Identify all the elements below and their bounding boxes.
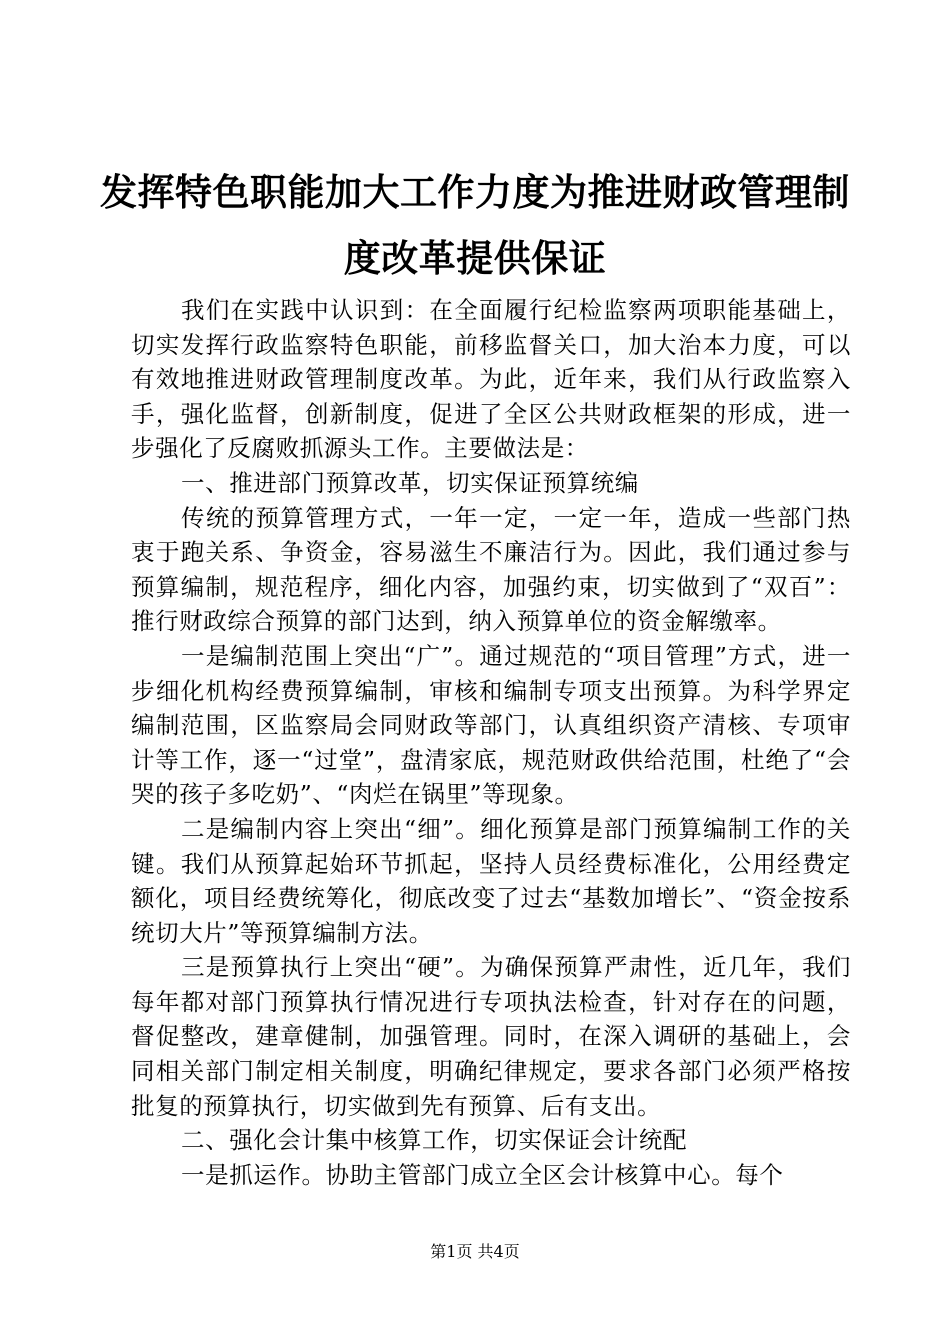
document-body bbox=[131, 293, 851, 1192]
paragraph: 一是抓运作。协助主管部门成立全区会计核算中心。每个 bbox=[181, 1160, 784, 1189]
paragraph: 一是编制范围上突出“广”。通过规范的“项目管理”方式，进一步细化机构经费预算编制，审核和编制专项支出预算。为科学界定编制范围，区监察局会同财政等部门，认真组织资产清核、专项审计等工作，逐一“过堂”，盘清家底，规范财政供给范围，杜绝了“会哭的孩子多吃奶”、“肉烂在锅里”等现象。 bbox=[131, 641, 851, 809]
paragraph: 传统的预算管理方式，一年一定，一定一年，造成一些部门热衷于跑关系、争资金，容易滋生不廉洁行为。因此，我们通过参与预算编制，规范程序，细化内容，加强约束，切实做到了“双百”：推行财政综合预算的部门达到，纳入预算单位的资金解缴率。 bbox=[131, 503, 851, 636]
paragraph: 二是编制内容上突出“细”。细化预算是部门预算编制工作的关键。我们从预算起始环节抓起，坚持人员经费标准化，公用经费定额化，项目经费统筹化，彻底改变了过去“基数加增长”、“资金按系统切大片”等预算编制方法。 bbox=[131, 814, 851, 947]
section-heading-2: 二、强化会计集中核算工作，切实保证会计统配 bbox=[181, 1126, 688, 1155]
paragraph-intro: 我们在实践中认识到：在全面履行纪检监察两项职能基础上，切实发挥行政监察特色职能，前移监督关口，加大治本力度，可以有效地推进财政管理制度改革。为此，近年来，我们从行政监察入手，强化监督，创新制度，促进了全区公共财政框架的形成，进一步强化了反腐败抓源头工作。主要做法是： bbox=[131, 296, 851, 463]
paragraph: 三是预算执行上突出“硬”。为确保预算严肃性，近几年，我们每年都对部门预算执行情况进行专项执法检查，针对存在的问题，督促整改，建章健制，加强管理。同时，在深入调研的基础上，会同相关部门制定相关制度，明确纪律规定，要求各部门必须严格按批复的预算执行，切实做到先有预算、后有支出。 bbox=[131, 953, 851, 1120]
section-heading-1: 一、推进部门预算改革，切实保证预算统编 bbox=[181, 468, 639, 497]
page-footer: 第1页 共4页 bbox=[430, 1242, 520, 1261]
document-title: 发挥特色职能加大工作力度为推进财政管理制度改革提供保证 bbox=[100, 171, 850, 280]
